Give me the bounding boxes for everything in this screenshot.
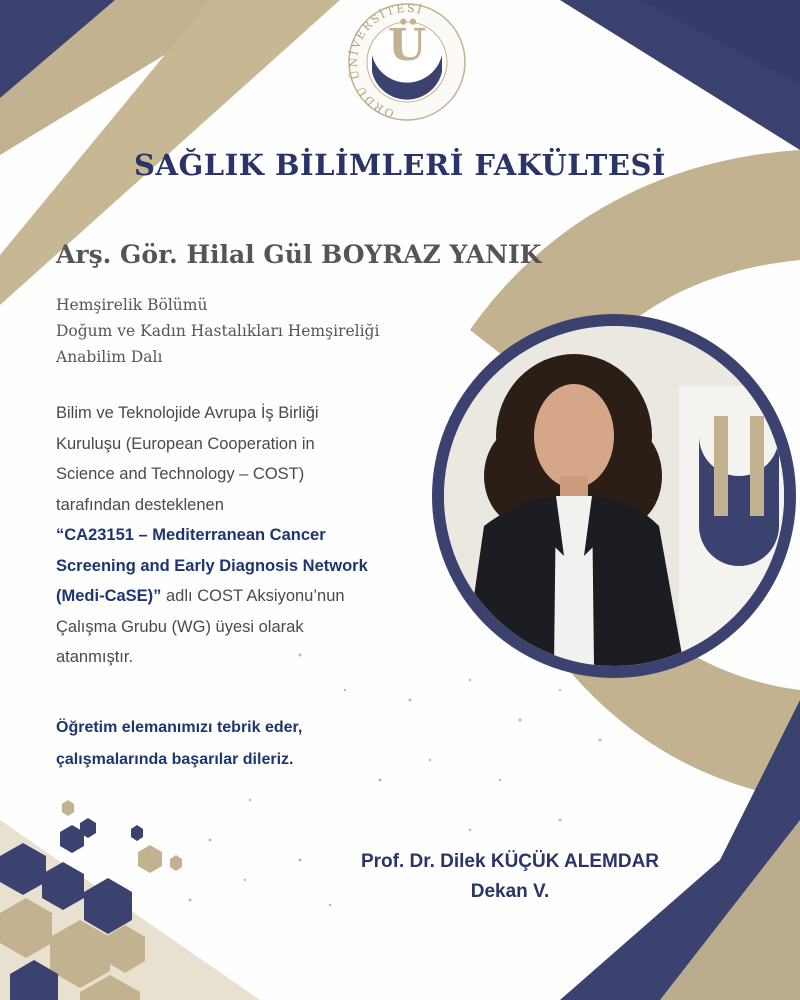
hexagon [131,825,143,841]
action-title: “CA23151 – Mediterranean Cancer [56,526,326,544]
body-line-bold [56,520,456,551]
congrats-line: Öğretim elemanımızı tebrik eder, [56,719,303,736]
logo-ring-label: ORDU ÜNİVERSİTESİ [347,1,425,121]
action-title: (Medi-CaSE)” [56,587,162,605]
body-line [56,581,456,612]
body-text: adlı COST Aksiyonu’nun [161,587,345,605]
department-info [56,292,379,370]
hexagon [62,800,74,816]
signature-title: Dekan V. [470,881,550,902]
portrait-photo [444,326,784,666]
body-line: tarafından desteklenen [56,495,224,514]
logo-letter: Ü [387,20,427,71]
announcement-body [56,398,456,673]
hexagon [170,855,182,871]
action-title: Screening and Early Diagnosis Network [56,556,368,575]
body-line: Çalışma Grubu (WG) üyesi olarak [56,617,304,636]
congrats-line: çalışmalarında başarılar dileriz. [56,751,294,768]
hexagon [138,845,162,873]
department-line: Hemşirelik Bölümü [56,296,208,314]
body-line-bold [56,551,456,582]
congratulations-message [56,712,302,776]
body-line: atanmıştır. [56,648,134,666]
department-line: Anabilim Dalı [56,348,163,366]
signature-name: Prof. Dr. Dilek KÜÇÜK ALEMDAR [360,851,660,872]
faculty-title: SAĞLIK BİLİMLERİ FAKÜLTESİ [134,148,666,182]
body-line: Bilim ve Teknolojide Avrupa İş Birliği [56,404,319,422]
signature-block [300,847,720,907]
person-name: Arş. Gör. Hilal Gül BOYRAZ YANIK [56,240,542,269]
body-line: Science and Technology – COST) [56,465,305,483]
svg-text:ORDU ÜNİVERSİTESİ [346,2,425,120]
logo-ring-text [337,0,477,132]
body-line: Kuruluşu (European Cooperation in [56,434,315,453]
department-line: Doğum ve Kadın Hastalıkları Hemşireliği [56,322,380,340]
